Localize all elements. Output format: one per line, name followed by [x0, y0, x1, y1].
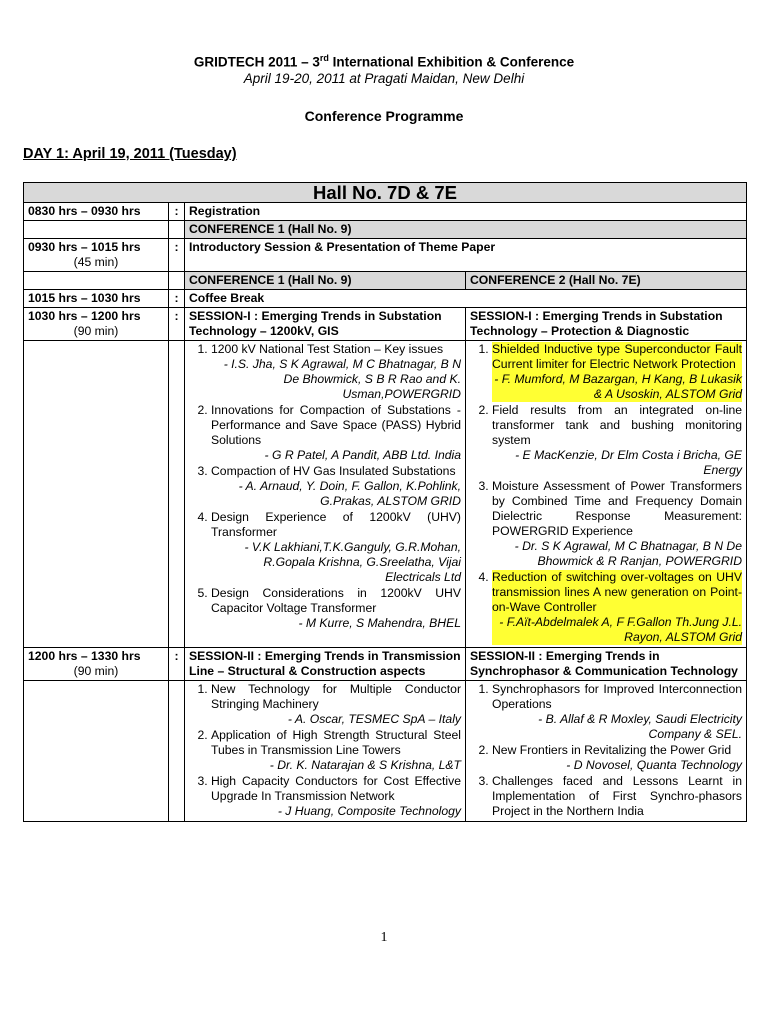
colon: :: [169, 203, 185, 221]
session-2-left-title: SESSION-II : Emerging Trends in Transmission Line – Structural & Construction aspects: [185, 648, 466, 681]
table-row: [24, 239, 747, 272]
time-cell: 1030 hrs – 1200 hrs (90 min): [24, 308, 169, 341]
table-row: [24, 272, 747, 290]
page-number: 1: [380, 930, 388, 945]
day-heading: DAY 1: April 19, 2011 (Tuesday): [23, 146, 237, 162]
paper-title: 1. Shielded Inductive type Superconductor Fault Current limiter for Electric Network Protection: [492, 342, 742, 371]
paper-item: [211, 403, 461, 463]
paper-authors: - I.S. Jha, S K Agrawal, M C Bhatnagar, B N De Bhowmick, S B R Rao and K. Usman,POWERGRID: [223, 357, 461, 401]
programme-table: [23, 182, 747, 822]
paper-authors: - V.K Lakhiani,T.K.Ganguly, G.R.Mohan, R.Gopala Krishna, G.Sreelatha, Vijai Electricals Ltd: [244, 540, 461, 584]
document-subtitle: April 19-20, 2011 at Pragati Maidan, New Delhi: [243, 71, 525, 86]
paper-title: 1. 1200 kV National Test Station – Key issues: [211, 342, 444, 356]
colon: :: [169, 239, 185, 272]
paper-authors: - Dr. K. Natarajan & S Krishna, L&T: [269, 758, 461, 772]
paper-authors: - D Novosel, Quanta Technology: [566, 758, 742, 772]
colon: :: [169, 308, 185, 341]
paper-title: 5. Design Considerations in 1200kV UHV Capacitor Voltage Transformer: [211, 586, 461, 615]
paper-authors: - E MacKenzie, Dr Elm Costa i Bricha, GE Energy: [515, 448, 742, 477]
paper-item: [211, 464, 461, 509]
session-2-right-papers: [466, 681, 747, 822]
paper-item: [211, 774, 461, 819]
paper-item: [492, 570, 742, 645]
paper-authors: - B. Allaf & R Moxley, Saudi Electricity Company & SEL.: [538, 712, 742, 741]
table-row: [24, 648, 747, 681]
session-2-right-title: SESSION-II : Emerging Trends in Synchrophasor & Communication Technology: [466, 648, 747, 681]
event-cell: Introductory Session & Presentation of Theme Paper: [185, 239, 747, 272]
paper-title: 4. Design Experience of 1200kV (UHV) Transformer: [211, 510, 461, 539]
paper-title: 2. New Frontiers in Revitalizing the Power Grid: [492, 743, 732, 757]
paper-title: 3. Moisture Assessment of Power Transformers by Combined Time and Frequency Domain Dielectric Response Measurement: POWERGRID Experience: [492, 479, 742, 538]
time-cell: 0930 hrs – 1015 hrs (45 min): [24, 239, 169, 272]
event-cell: Registration: [185, 203, 747, 221]
table-row: [24, 203, 747, 221]
time-cell: 1200 hrs – 1330 hrs (90 min): [24, 648, 169, 681]
paper-authors: - J Huang, Composite Technology: [277, 804, 461, 818]
conference-1-header: CONFERENCE 1 (Hall No. 9): [185, 221, 747, 239]
conference-2-header: CONFERENCE 2 (Hall No. 7E): [466, 272, 747, 290]
paper-title: 3. Challenges faced and Lessons Learnt in Implementation of First Synchro-phasors Project in the Northern India: [492, 774, 742, 818]
paper-item: [211, 682, 461, 727]
paper-item: [211, 510, 461, 585]
paper-authors: - F. Mumford, M Bazargan, H Kang, B Lukasik & A Usoskin, ALSTOM Grid: [492, 372, 742, 402]
table-row: [24, 221, 747, 239]
paper-authors: - A. Oscar, TESMEC SpA – Italy: [287, 712, 461, 726]
conference-1-header: CONFERENCE 1 (Hall No. 9): [185, 272, 466, 290]
paper-item: [492, 774, 742, 819]
paper-item: [492, 403, 742, 478]
programme-heading: Conference Programme: [304, 108, 464, 124]
paper-item: [211, 342, 461, 402]
table-row: [24, 308, 747, 341]
time-cell: 1015 hrs – 1030 hrs: [24, 290, 169, 308]
document-title: GRIDTECH 2011 – 3rd International Exhibition & Conference: [193, 53, 575, 70]
paper-title: 2. Application of High Strength Structural Steel Tubes in Transmission Line Towers: [211, 728, 461, 757]
paper-title: 3. High Capacity Conductors for Cost Effective Upgrade In Transmission Network: [211, 774, 461, 803]
hall-title: Hall No. 7D & 7E: [24, 183, 747, 203]
session-1-right-title: SESSION-I : Emerging Trends in Substation Technology – Protection & Diagnostic: [466, 308, 747, 341]
paper-title: 4. Reduction of switching over-voltages on UHV transmission lines A new generation on Point-on-Wave Controller: [492, 570, 742, 614]
colon: :: [169, 290, 185, 308]
paper-authors: - G R Patel, A Pandit, ABB Ltd. India: [264, 448, 461, 462]
paper-authors: - A. Arnaud, Y. Doin, F. Gallon, K.Pohlink, G.Prakas, ALSTOM GRID: [238, 479, 461, 508]
paper-title: 2. Innovations for Compaction of Substations - Performance and Save Space (PASS) Hybrid Solutions: [211, 403, 461, 447]
session-1-right-papers: [466, 341, 747, 648]
paper-item: [492, 342, 742, 402]
paper-item: [211, 728, 461, 773]
paper-item: [492, 682, 742, 742]
paper-authors: - M Kurre, S Mahendra, BHEL: [298, 616, 461, 630]
table-row: [24, 681, 747, 822]
paper-title: 1. New Technology for Multiple Conductor Stringing Machinery: [211, 682, 461, 711]
paper-title: 1. Synchrophasors for Improved Interconnection Operations: [492, 682, 742, 711]
time-cell: 0830 hrs – 0930 hrs: [24, 203, 169, 221]
paper-title: 3. Compaction of HV Gas Insulated Substations: [211, 464, 456, 478]
session-1-left-papers: [185, 341, 466, 648]
paper-item: [492, 479, 742, 569]
event-cell: Coffee Break: [185, 290, 747, 308]
colon: :: [169, 648, 185, 681]
paper-title: 2. Field results from an integrated on-line transformer tank and bushing monitoring system: [492, 403, 742, 447]
session-2-left-papers: [185, 681, 466, 822]
paper-authors: - Dr. S K Agrawal, M C Bhatnagar, B N De Bhowmick & R Ranjan, POWERGRID: [514, 539, 742, 568]
session-1-left-title: SESSION-I : Emerging Trends in Substation Technology – 1200kV, GIS: [185, 308, 466, 341]
paper-authors: - F.Aït-Abdelmalek A, F F.Gallon Th.Jung J.L. Rayon, ALSTOM Grid: [492, 615, 742, 645]
table-row: [24, 290, 747, 308]
paper-item: [492, 743, 742, 773]
paper-item: [211, 586, 461, 631]
table-row: [24, 341, 747, 648]
